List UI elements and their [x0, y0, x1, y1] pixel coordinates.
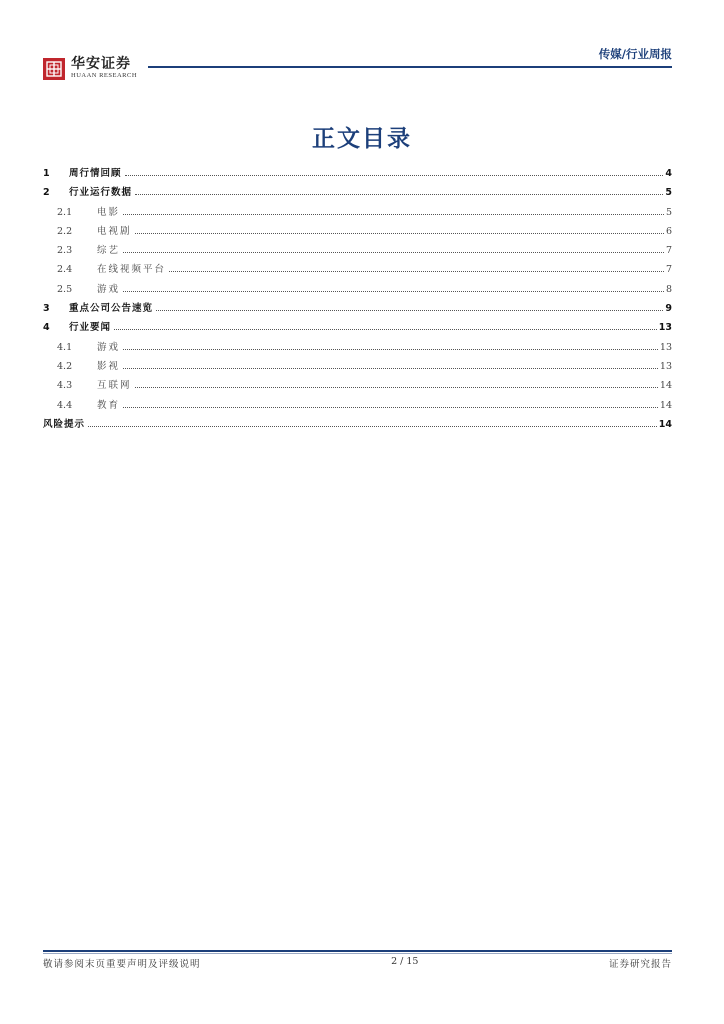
toc-dot-leader [123, 406, 658, 408]
page-footer [43, 956, 672, 970]
toc-entry-label: 在线视频平台 [97, 264, 167, 276]
toc-entry-label: 行业要闻 [69, 322, 112, 334]
toc-dot-leader [125, 174, 664, 176]
toc-dot-leader [123, 290, 664, 292]
toc-entry-number: 2.4 [57, 264, 73, 276]
toc-entry-label: 游戏 [97, 283, 121, 295]
toc-entry-page: 5 [665, 187, 672, 199]
toc-entry-page: 7 [665, 245, 672, 257]
toc-entry[interactable] [43, 319, 672, 338]
toc-entry[interactable] [43, 377, 672, 396]
toc-entry-page: 14 [659, 380, 672, 392]
toc-entry-page: 6 [665, 225, 672, 237]
toc-entry[interactable] [43, 300, 672, 319]
report-type: 证券研究报告 [608, 959, 672, 970]
toc-dot-leader [169, 270, 664, 272]
toc-entry-label: 互联网 [97, 380, 132, 392]
toc-entry-label: 教育 [97, 399, 121, 411]
toc-entry[interactable] [43, 204, 672, 223]
header-divider [148, 66, 672, 68]
toc-entry-number: 4.4 [57, 399, 73, 411]
toc-entry[interactable] [43, 261, 672, 280]
toc-entry-number: 2.1 [57, 206, 73, 218]
toc-entry-label: 影视 [97, 360, 121, 372]
footer-divider [43, 950, 672, 952]
toc-entry-number: 4.3 [57, 380, 73, 392]
toc-entry-label: 重点公司公告速览 [69, 303, 154, 315]
toc-entry[interactable] [43, 397, 672, 416]
toc-entry-page: 14 [659, 399, 672, 411]
toc-entry[interactable] [43, 416, 672, 435]
toc-entry-number: 2.3 [57, 245, 73, 257]
toc-entry[interactable] [43, 223, 672, 242]
disclaimer-note: 敬请参阅末页重要声明及评级说明 [43, 959, 201, 970]
footer-divider-thin [43, 953, 672, 954]
toc-entry-number: 4 [43, 322, 50, 334]
toc-entry[interactable] [43, 358, 672, 377]
huaan-seal-icon [43, 58, 65, 80]
toc-entry-label: 周行情回顾 [69, 168, 122, 179]
toc-entry-number: 4.1 [57, 341, 73, 353]
toc-entry-label: 电影 [97, 206, 121, 218]
toc-dot-leader [135, 232, 664, 234]
toc-dot-leader [88, 425, 657, 427]
toc-dot-leader [135, 193, 663, 195]
toc-dot-leader [123, 367, 658, 369]
toc-entry-label: 游戏 [97, 341, 121, 353]
toc-dot-leader [123, 348, 658, 350]
toc-entry-number: 4.2 [57, 360, 73, 372]
toc-entry-page: 9 [665, 303, 672, 315]
toc-entry[interactable] [43, 242, 672, 261]
toc-entry-number: 2.2 [57, 225, 73, 237]
toc-dot-leader [156, 309, 663, 311]
toc-entry-label: 行业运行数据 [69, 187, 133, 199]
company-logo [43, 57, 137, 80]
toc-entry[interactable] [43, 339, 672, 358]
logo-chinese-name: 华安证券 [71, 56, 131, 72]
toc-entry-label: 风险提示 [43, 418, 86, 430]
toc-dot-leader [123, 251, 664, 253]
toc-entry-page: 5 [665, 206, 672, 218]
toc-entry-page: 14 [658, 418, 672, 430]
toc-entry-page: 13 [659, 360, 672, 372]
page-title: 正文目录 [312, 126, 412, 152]
toc-entry[interactable] [43, 184, 672, 203]
toc-entry-page: 8 [665, 283, 672, 295]
toc-entry-number: 1 [43, 168, 50, 179]
toc-entry-number: 3 [43, 303, 50, 315]
toc-entry[interactable] [43, 165, 672, 184]
toc-entry-page: 7 [665, 264, 672, 276]
toc-entry-page: 13 [658, 322, 672, 334]
logo-english-name: HUAAN RESEARCH [71, 72, 138, 79]
toc-dot-leader [135, 386, 658, 388]
toc-dot-leader [114, 328, 657, 330]
toc-entry-label: 综艺 [97, 245, 121, 257]
toc-dot-leader [123, 213, 664, 215]
page-indicator: 2 / 15 [391, 956, 419, 967]
table-of-contents [43, 165, 672, 435]
report-category: 传媒/行业周报 [598, 47, 672, 61]
toc-entry-number: 2.5 [57, 283, 73, 295]
toc-entry[interactable] [43, 281, 672, 300]
toc-entry-page: 13 [659, 341, 672, 353]
toc-entry-number: 2 [43, 187, 50, 199]
toc-entry-page: 4 [665, 168, 672, 179]
toc-entry-label: 电视剧 [97, 225, 132, 237]
